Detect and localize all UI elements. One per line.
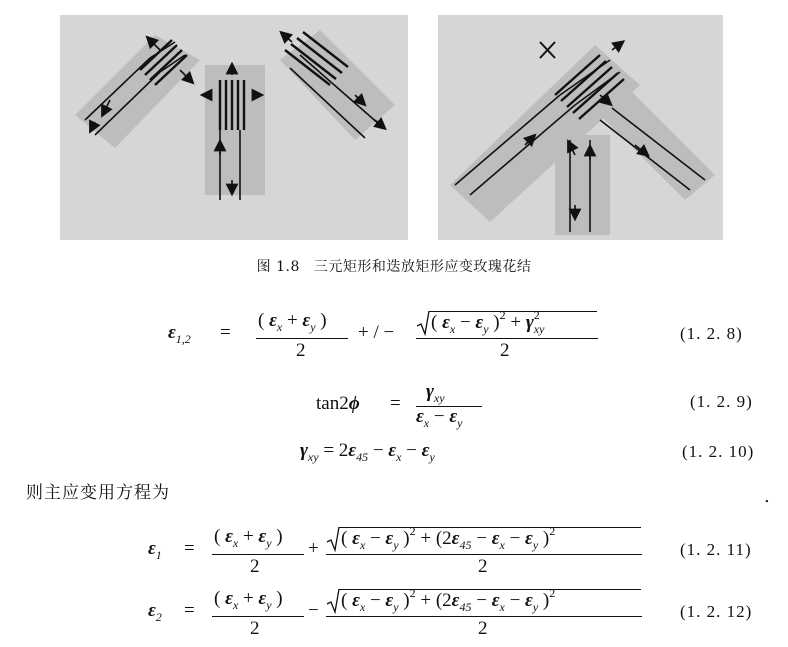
caption-number: 图 1.8	[256, 259, 300, 275]
left-rosette	[75, 30, 395, 200]
equation-1-2-9: tan2ϕ = $\gamma_{xy}$ $\varepsilon_x - \varepsilon_y$ (1. 2. 9)	[316, 381, 753, 430]
right-rosette	[450, 42, 715, 235]
equation-number: (1. 2. 11)	[680, 540, 752, 559]
equation-number: (1. 2. 12)	[680, 602, 753, 621]
equation-1-2-10: $\gamma_{xy} = 2\varepsilon_{45} - \varepsilon_x - \varepsilon_y$ (1. 2. 10)	[300, 440, 755, 464]
equation-number: (1. 2. 8)	[680, 324, 743, 343]
caption-text: 三元矩形和迭放矩形应变玫瑰花结	[313, 259, 532, 275]
strain-rosette-figure	[0, 0, 788, 250]
equation-1-2-8: $\varepsilon_{1,2}$ = ( $\varepsilon_x + \varepsilon_y$ ) 2 + / − ( $\varepsilon_x - \varepsilon_y$ )$^2 + \gamma^2_{xy}$ 2 (1. 2. 8)	[168, 308, 743, 361]
equation-number: (1. 2. 9)	[690, 392, 753, 411]
body-text-intro: 则主应变用方程为	[26, 483, 170, 503]
equation-1-2-12: $\varepsilon_2$ = ( $\varepsilon_x + \varepsilon_y$ ) 2 − ( $\varepsilon_x - \varepsilon_y$ )$^2 + (2\varepsilon_{45} - \varepsilon_x - \varepsilon_y$ )$^2$ 2 (1. 2. 12)	[148, 586, 753, 639]
equation-number: (1. 2. 10)	[682, 442, 755, 461]
equation-1-2-11: $\varepsilon_1$ = ( $\varepsilon_x + \varepsilon_y$ ) 2 + ( $\varepsilon_x - \varepsilon_y$ )$^2 + (2\varepsilon_{45} - \varepsilon_x - \varepsilon_y$ )$^2$ 2 (1. 2. 11)	[148, 524, 752, 577]
figure-caption	[0, 256, 788, 276]
stray-dot: .	[764, 486, 770, 507]
